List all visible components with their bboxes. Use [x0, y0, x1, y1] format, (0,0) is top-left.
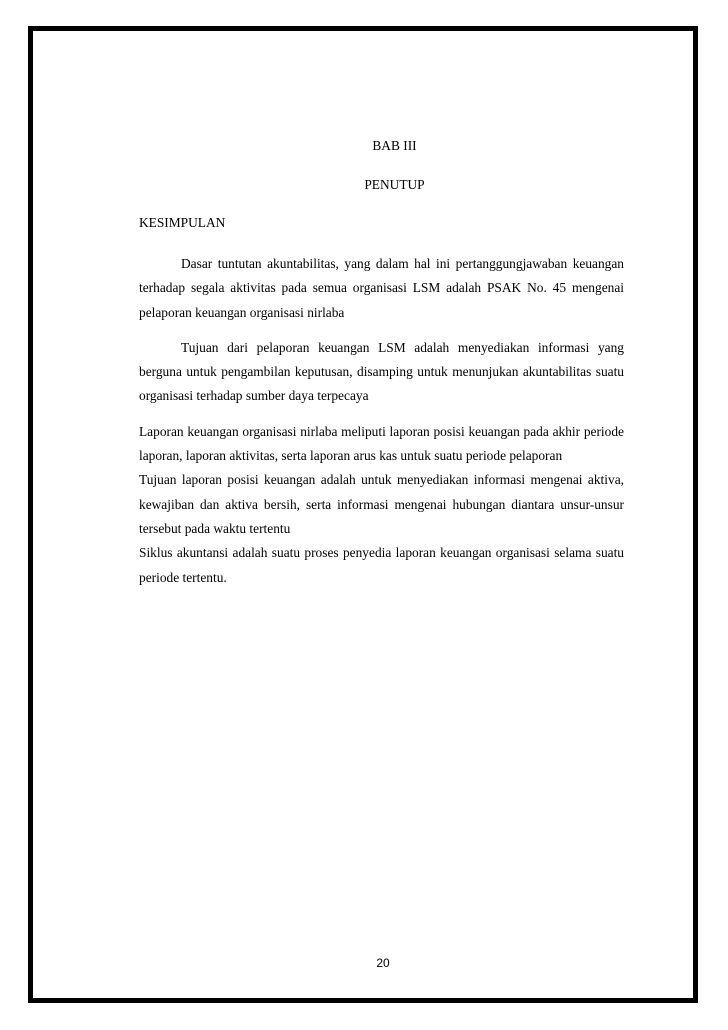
paragraph-accountability: Dasar tuntutan akuntabilitas, yang dalam hal ini pertanggungjawaban keuangan terhadap segala aktivitas pada semua organisasi LSM adalah PSAK No. 45 mengenai pelaporan keuangan organisasi nirlaba: [139, 256, 624, 320]
paragraph-accounting-cycle: Siklus akuntansi adalah suatu proses penyedia laporan keuangan organisasi selama suatu periode tertentu.: [139, 545, 624, 585]
paragraph-reporting-purpose: Tujuan dari pelaporan keuangan LSM adalah menyediakan informasi yang berguna untuk pengambilan keputusan, disamping untuk menunjukan akuntabilitas suatu organisasi terhadap sumber daya terpecaya: [139, 339, 624, 404]
paragraph-financial-position: Tujuan laporan posisi keuangan adalah untuk menyediakan informasi mengenai aktiva, kewajiban dan aktiva bersih, serta informasi mengenai hubungan diantara unsur-unsur tersebut pada waktu tertentu: [139, 472, 624, 536]
document-body: [139, 136, 624, 590]
section-title: KESIMPULAN: [139, 215, 226, 230]
chapter-title: PENUTUP: [364, 177, 425, 192]
paragraph-report-contents: Laporan keuangan organisasi nirlaba meliputi laporan posisi keuangan pada akhir periode laporan, laporan aktivitas, serta laporan arus kas untuk suatu periode pelaporan: [139, 423, 624, 464]
chapter-number: BAB III: [372, 138, 417, 153]
page-number: 20: [376, 956, 390, 970]
